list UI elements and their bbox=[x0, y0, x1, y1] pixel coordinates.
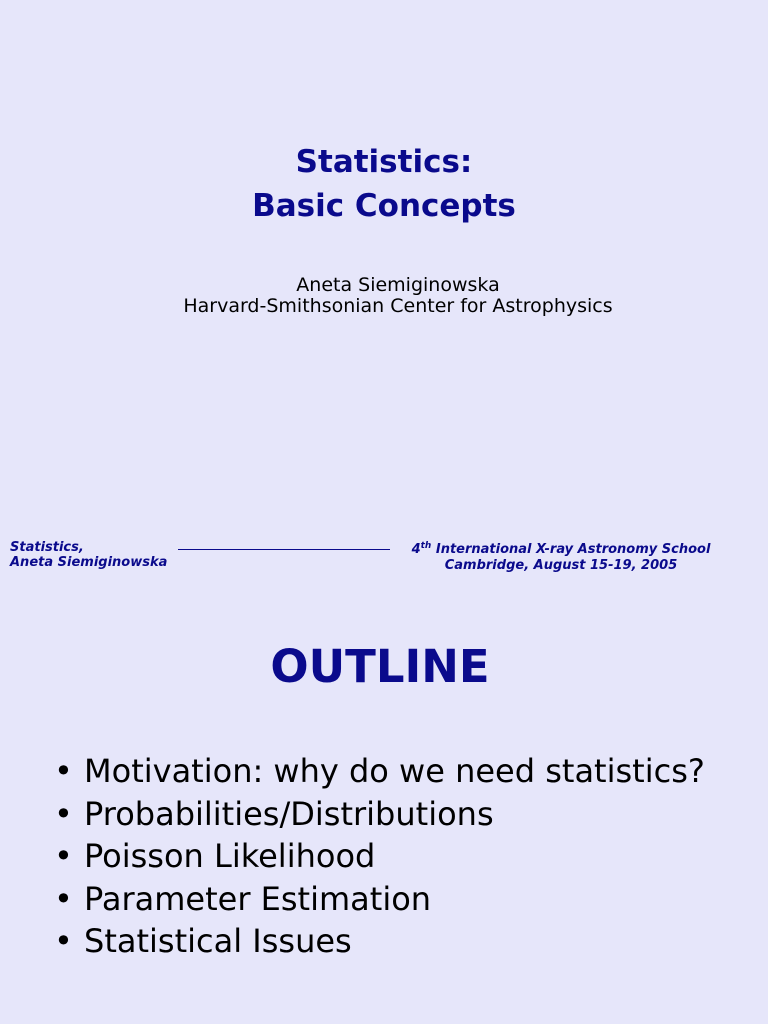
outline-item bbox=[54, 920, 705, 963]
outline-item-text: Probabilities/Distributions bbox=[84, 794, 494, 833]
slide-title-line-2: Basic Concepts bbox=[252, 188, 516, 224]
footer-right-number: 4 bbox=[411, 542, 421, 557]
outline-item-text: Statistical Issues bbox=[84, 922, 352, 960]
slide-title-line-1: Statistics: bbox=[295, 144, 473, 180]
outline-item bbox=[54, 793, 705, 836]
footer-right-line-1 bbox=[398, 542, 724, 558]
author-affiliation: Harvard-Smithsonian Center for Astrophysics bbox=[183, 295, 613, 317]
footer-right bbox=[398, 542, 724, 574]
outline-item bbox=[54, 750, 705, 793]
footer-left bbox=[10, 540, 167, 570]
footer-right-superscript: th bbox=[420, 541, 432, 551]
footer-left-line-2: Aneta Siemiginowska bbox=[10, 555, 168, 570]
outline-item-text: Motivation: why do we need statistics? bbox=[84, 752, 705, 790]
bullet-icon: • bbox=[54, 794, 73, 833]
bullet-icon: • bbox=[54, 879, 73, 918]
footer-divider bbox=[178, 549, 390, 550]
outline-item-text: Parameter Estimation bbox=[84, 879, 432, 918]
outline-item bbox=[54, 835, 705, 878]
author-name: Aneta Siemiginowska bbox=[296, 274, 500, 296]
outline-item bbox=[54, 878, 705, 921]
footer-right-line-2: Cambridge, August 15-19, 2005 bbox=[444, 558, 678, 573]
outline-list bbox=[54, 750, 705, 963]
bullet-icon: • bbox=[54, 837, 73, 875]
outline-title: OUTLINE bbox=[270, 640, 490, 693]
footer-right-school: International X-ray Astronomy School bbox=[431, 542, 711, 557]
outline-item-text: Poisson Likelihood bbox=[84, 837, 376, 875]
footer-left-line-1: Statistics, bbox=[10, 540, 84, 555]
bullet-icon: • bbox=[54, 922, 73, 960]
bullet-icon: • bbox=[54, 752, 73, 790]
